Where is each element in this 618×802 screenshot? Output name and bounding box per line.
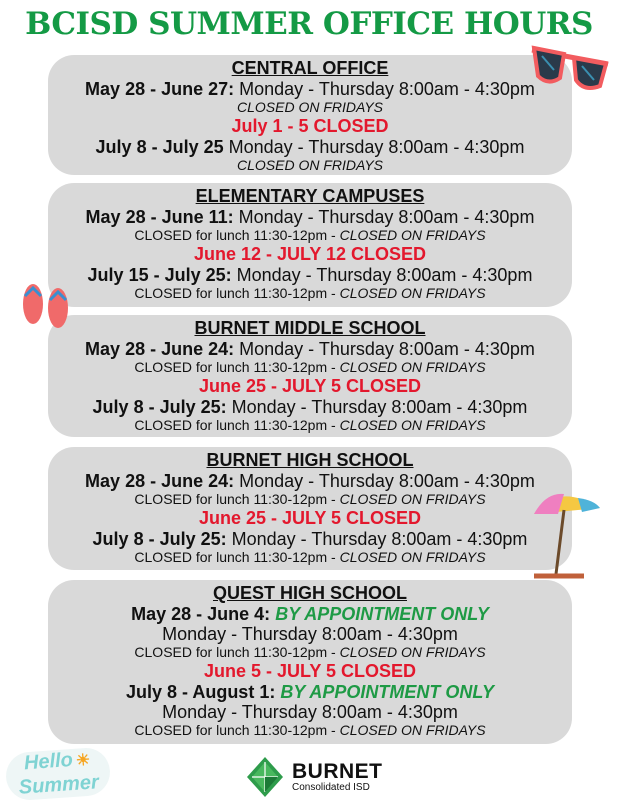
section-heading: BURNET HIGH SCHOOL — [206, 450, 414, 470]
section-heading: BURNET MIDDLE SCHOOL — [194, 318, 426, 338]
lunch-note: CLOSED for lunch 11:30-12pm - — [134, 285, 340, 301]
closed-notice: July 1 - 5 CLOSED — [231, 116, 389, 136]
date-range: May 28 - June 24: — [85, 339, 235, 359]
note — [48, 644, 572, 661]
beach-umbrella-icon — [528, 488, 604, 580]
section-elementary-campuses — [48, 183, 572, 307]
date-range: May 28 - June 27: — [85, 79, 235, 99]
friday-note: CLOSED ON FRIDAYS — [339, 549, 486, 565]
burnet-logo — [246, 756, 383, 798]
hours: Monday - Thursday 8:00am - 4:30pm — [162, 624, 458, 644]
note — [48, 285, 572, 302]
note — [48, 549, 572, 566]
friday-note: CLOSED ON FRIDAYS — [339, 359, 486, 375]
date-range: July 8 - August 1: — [125, 682, 276, 702]
section-heading: QUEST HIGH SCHOOL — [212, 583, 407, 603]
closed-notice: June 25 - JULY 5 CLOSED — [198, 376, 422, 396]
note — [48, 359, 572, 376]
section-heading: ELEMENTARY CAMPUSES — [195, 186, 425, 206]
hours: Monday - Thursday 8:00am - 4:30pm — [162, 702, 458, 722]
schedule-line — [48, 397, 572, 417]
friday-note: CLOSED ON FRIDAYS — [339, 491, 486, 507]
diamond-logo-icon — [246, 756, 284, 798]
lunch-note: CLOSED for lunch 11:30-12pm - — [134, 722, 340, 738]
hours: Monday - Thursday 8:00am - 4:30pm — [234, 471, 535, 491]
note — [48, 227, 572, 244]
hours: Monday - Thursday 8:00am - 4:30pm — [233, 207, 535, 227]
friday-note: CLOSED ON FRIDAYS — [339, 227, 486, 243]
hours: Monday - Thursday 8:00am - 4:30pm — [234, 79, 535, 99]
flip-flops-icon — [18, 282, 74, 330]
schedule-line — [48, 471, 572, 491]
date-range: May 28 - June 4: — [131, 604, 271, 624]
schedule-line — [48, 265, 572, 285]
hours: Monday - Thursday 8:00am - 4:30pm — [234, 339, 535, 359]
sunglasses-icon — [528, 44, 612, 92]
hours: Monday - Thursday 8:00am - 4:30pm — [226, 529, 528, 549]
date-range: May 28 - June 11: — [85, 207, 234, 227]
schedule-line — [48, 339, 572, 359]
lunch-note: CLOSED for lunch 11:30-12pm - — [134, 491, 340, 507]
note — [48, 722, 572, 739]
closed-notice: June 25 - JULY 5 CLOSED — [198, 508, 422, 528]
schedule-line — [48, 604, 572, 624]
schedule-line — [48, 207, 572, 227]
date-range: July 8 - July 25: — [92, 397, 227, 417]
note — [48, 417, 572, 434]
sticker-text: Hello — [23, 748, 74, 775]
hello-summer-sticker — [4, 746, 111, 801]
hours: Monday - Thursday 8:00am - 4:30pm — [223, 137, 525, 157]
lunch-note: CLOSED for lunch 11:30-12pm - — [134, 644, 340, 660]
closed-notice: June 12 - JULY 12 CLOSED — [193, 244, 427, 264]
logo-subtitle: Consolidated ISD — [292, 781, 370, 793]
date-range: July 8 - July 25 — [95, 137, 224, 157]
friday-note: CLOSED ON FRIDAYS — [339, 285, 486, 301]
friday-note: CLOSED ON FRIDAYS — [339, 722, 486, 738]
closed-notice: June 5 - JULY 5 CLOSED — [203, 661, 417, 681]
hours: Monday - Thursday 8:00am - 4:30pm — [231, 265, 533, 285]
hours: Monday - Thursday 8:00am - 4:30pm — [226, 397, 528, 417]
date-range: May 28 - June 24: — [85, 471, 235, 491]
note: CLOSED ON FRIDAYS — [237, 99, 383, 115]
schedule-line — [48, 79, 572, 99]
appointment-note: BY APPOINTMENT ONLY — [275, 682, 495, 702]
date-range: July 8 - July 25: — [92, 529, 227, 549]
lunch-note: CLOSED for lunch 11:30-12pm - — [134, 359, 340, 375]
date-range: July 15 - July 25: — [87, 265, 232, 285]
logo-name: BURNET — [292, 759, 383, 783]
lunch-note: CLOSED for lunch 11:30-12pm - — [134, 549, 340, 565]
section-quest-high-school — [48, 580, 572, 744]
section-heading: CENTRAL OFFICE — [231, 58, 389, 78]
friday-note: CLOSED ON FRIDAYS — [339, 644, 486, 660]
note — [48, 491, 572, 508]
sticker-text: Summer — [18, 771, 100, 799]
section-burnet-middle-school — [48, 315, 572, 437]
friday-note: CLOSED ON FRIDAYS — [339, 417, 486, 433]
page-title: BCISD SUMMER OFFICE HOURS — [25, 6, 593, 42]
schedule-line — [48, 682, 572, 702]
schedule-line — [48, 137, 572, 157]
lunch-note: CLOSED for lunch 11:30-12pm - — [134, 417, 340, 433]
appointment-note: BY APPOINTMENT ONLY — [270, 604, 489, 624]
lunch-note: CLOSED for lunch 11:30-12pm - — [134, 227, 340, 243]
section-burnet-high-school — [48, 447, 572, 570]
section-central-office — [48, 55, 572, 175]
schedule-line — [48, 529, 572, 549]
note: CLOSED ON FRIDAYS — [237, 157, 383, 173]
sun-icon: ☀ — [75, 751, 91, 770]
